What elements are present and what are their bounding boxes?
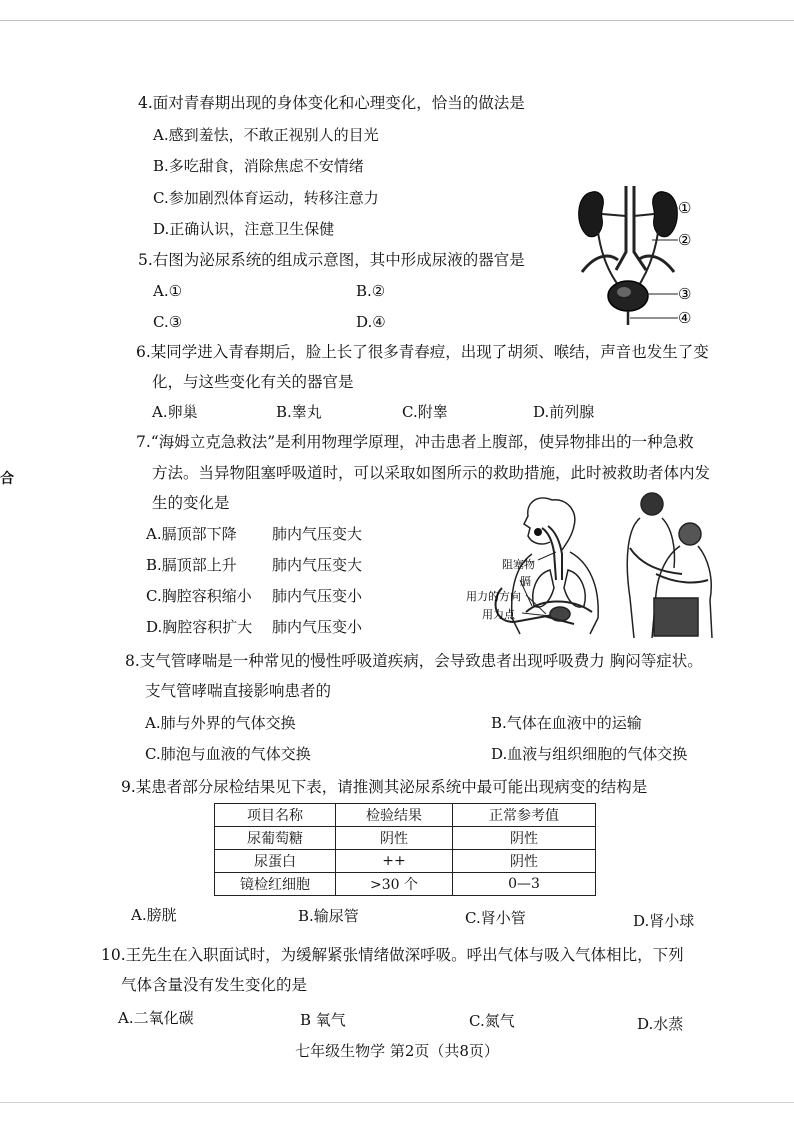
q7-option-d-part2: 肺内气压变小 (272, 618, 363, 636)
urinary-label-2: ② (678, 231, 692, 249)
q6-option-b: B.睾丸 (276, 403, 322, 421)
table-row (215, 873, 596, 896)
table-row (215, 827, 596, 850)
q5-option-a: A.① (153, 282, 183, 300)
q4-option-a: A.感到羞怯，不敢正视别人的目光 (153, 126, 379, 144)
bottom-rule (0, 1102, 794, 1103)
q6-stem-line2: 化，与这些变化有关的器官是 (152, 373, 354, 391)
q8-stem-line1: 8.支气管哮喘是一种常见的慢性呼吸道疾病，会导致患者出现呼吸费力 胸闷等症状。 (125, 652, 703, 670)
q7-option-c-part1: C.胸腔容积缩小 (146, 587, 252, 605)
q7-stem-line1: 7.“海姆立克急救法”是利用物理学原理，冲击患者上腹部，使异物排出的一种急救 (136, 433, 694, 451)
urinary-label-3: ③ (678, 285, 692, 303)
table-row (215, 850, 596, 873)
urine-test-table (214, 803, 596, 896)
q10-stem-line2: 气体含量没有发生变化的是 (121, 976, 308, 994)
q7-option-a-part2: 肺内气压变大 (272, 525, 363, 543)
q5-option-b: B.② (356, 282, 386, 300)
q6-option-d: D.前列腺 (533, 403, 595, 421)
urinary-label-1: ① (678, 199, 692, 217)
table-cell: 尿蛋白 (215, 850, 336, 873)
q10-option-d: D.水蒸 (637, 1015, 684, 1033)
table-cell: 阴性 (453, 850, 596, 873)
q7-option-c-part2: 肺内气压变小 (272, 587, 363, 605)
table-cell: 尿葡萄糖 (215, 827, 336, 850)
table-header-cell: 正常参考值 (453, 804, 596, 827)
table-cell: >30 个 (336, 873, 453, 896)
table-cell: 镜检红细胞 (215, 873, 336, 896)
side-margin-mark: 合 (0, 471, 14, 487)
q4-stem: 4.面对青春期出现的身体变化和心理变化，恰当的做法是 (138, 94, 525, 112)
q4-option-c: C.参加剧烈体育运动，转移注意力 (153, 189, 379, 207)
q8-option-a: A.肺与外界的气体交换 (145, 714, 296, 732)
q8-option-d: D.血液与组织细胞的气体交换 (491, 745, 688, 763)
table-header-row (215, 804, 596, 827)
q6-option-a: A.卵巢 (152, 403, 198, 421)
q7-stem-line2: 方法。当异物阻塞呼吸道时，可以采取如图所示的救助措施，此时被救助者体内发 (152, 464, 711, 482)
table-header-cell: 项目名称 (215, 804, 336, 827)
q9-option-c: C.肾小管 (465, 909, 526, 927)
table-cell: ++ (336, 850, 453, 873)
q9-option-d: D.肾小球 (633, 912, 695, 930)
q4-option-b: B.多吃甜食，消除焦虑不安情绪 (153, 157, 364, 175)
q4-option-d: D.正确认识，注意卫生保健 (153, 220, 335, 238)
heimlich-label-blockage: 阻塞物 (502, 558, 535, 571)
q10-option-b: B 氧气 (300, 1011, 346, 1029)
q7-stem-line3: 生的变化是 (152, 494, 230, 512)
q7-option-a-part1: A.膈顶部下降 (146, 525, 237, 543)
urinary-system-figure (568, 182, 708, 327)
q9-option-a: A.膀胱 (131, 906, 177, 924)
heimlich-label-force-point: 用力点 (482, 608, 515, 621)
table-cell: 0—3 (453, 873, 596, 896)
q9-option-b: B.输尿管 (298, 907, 359, 925)
table-header-cell: 检验结果 (336, 804, 453, 827)
q8-option-c: C.肺泡与血液的气体交换 (145, 745, 311, 763)
q5-option-c: C.③ (153, 313, 183, 331)
page-footer: 七年级生物学 第2页（共8页） (295, 1042, 499, 1060)
q7-option-b-part1: B.膈顶部上升 (146, 556, 237, 574)
q10-option-c: C.氮气 (469, 1012, 515, 1030)
q10-stem-line1: 10.王先生在入职面试时，为缓解紧张情绪做深呼吸。呼出气体与吸入气体相比，下列 (101, 946, 684, 964)
heimlich-label-diaphragm: 膈 (520, 575, 531, 588)
q7-option-d-part1: D.胸腔容积扩大 (146, 618, 253, 636)
urinary-label-4: ④ (678, 309, 692, 327)
q6-stem-line1: 6.某同学进入青春期后，脸上长了很多青春痘，出现了胡须、喉结，声音也发生了变 (136, 343, 709, 361)
top-rule (0, 20, 794, 21)
q5-option-d: D.④ (356, 313, 386, 331)
q7-option-b-part2: 肺内气压变大 (272, 556, 363, 574)
q9-stem: 9.某患者部分尿检结果见下表，请推测其泌尿系统中最可能出现病变的结构是 (121, 778, 648, 796)
q8-stem-line2: 支气管哮喘直接影响患者的 (145, 682, 332, 700)
q6-option-c: C.附睾 (402, 403, 448, 421)
table-cell: 阴性 (336, 827, 453, 850)
q10-option-a: A.二氧化碳 (118, 1009, 194, 1027)
q5-stem: 5.右图为泌尿系统的组成示意图，其中形成尿液的器官是 (138, 251, 525, 269)
heimlich-figure (462, 488, 724, 640)
heimlich-label-force-direction: 用力的方向 (466, 590, 521, 603)
q8-option-b: B.气体在血液中的运输 (491, 714, 642, 732)
table-cell: 阴性 (453, 827, 596, 850)
